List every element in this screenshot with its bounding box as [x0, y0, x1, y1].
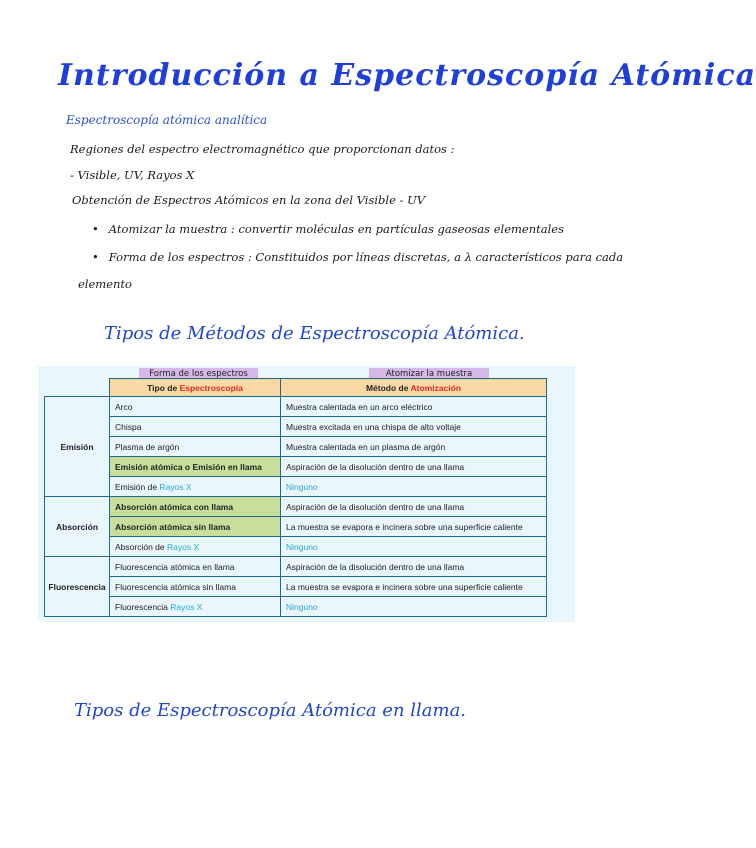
note-bullet-text: Atomizar la muestra : convertir moléculas en partículas gaseosas elementales	[108, 222, 564, 236]
group-label: Fluorescencia	[45, 557, 110, 617]
table-cell: Chispa	[110, 417, 281, 437]
table-tag-spectra: Forma de los espectros	[139, 368, 258, 381]
table-row	[45, 597, 547, 617]
page-title: Introducción a Espectroscopía Atómica	[58, 58, 756, 93]
methods-table-figure	[38, 366, 575, 622]
table-cell: Ninguno	[281, 537, 547, 557]
note-line: elemento	[78, 277, 132, 291]
page-subtitle: Espectroscopía atómica analítica	[66, 113, 268, 127]
table-cell: La muestra se evapora e incinera sobre una superficie caliente	[281, 577, 547, 597]
bullet-dot-icon: •	[92, 222, 99, 236]
table-row	[45, 397, 547, 417]
table-header-row	[45, 379, 547, 397]
table-cell: Absorción atómica sin llama	[110, 517, 281, 537]
table-cell: Absorción atómica con llama	[110, 497, 281, 517]
group-label: Emisión	[45, 397, 110, 497]
table-row	[45, 457, 547, 477]
table-cell: La muestra se evapora e incinera sobre una superficie caliente	[281, 517, 547, 537]
section-heading: Tipos de Espectroscopía Atómica en llama.	[74, 700, 467, 721]
note-bullet	[92, 222, 564, 236]
note-line: - Visible, UV, Rayos X	[70, 168, 195, 182]
table-cell: Emisión de Rayos X	[110, 477, 281, 497]
section-heading: Tipos de Métodos de Espectroscopía Atómica.	[104, 323, 525, 344]
note-line: Regiones del espectro electromagnético que proporcionan datos :	[70, 142, 455, 156]
table-cell: Ninguno	[281, 477, 547, 497]
table-cell: Ninguno	[281, 597, 547, 617]
table-tag-atomize: Atomizar la muestra	[369, 368, 489, 381]
table-cell: Emisión atómica o Emisión en llama	[110, 457, 281, 477]
table-cell: Aspiración de la disolución dentro de una llama	[281, 557, 547, 577]
table-row	[45, 417, 547, 437]
methods-table	[44, 378, 547, 617]
table-cell: Muestra excitada en una chispa de alto voltaje	[281, 417, 547, 437]
note-line: Obtención de Espectros Atómicos en la zona del Visible - UV	[72, 193, 426, 207]
table-row	[45, 477, 547, 497]
table-cell: Arco	[110, 397, 281, 417]
table-row	[45, 557, 547, 577]
bullet-dot-icon: •	[92, 250, 99, 264]
table-cell: Aspiración de la disolución dentro de una llama	[281, 497, 547, 517]
column-header: Método de Atomización	[281, 379, 547, 397]
table-cell: Plasma de argón	[110, 437, 281, 457]
note-bullet	[92, 250, 623, 264]
table-cell: Aspiración de la disolución dentro de una llama	[281, 457, 547, 477]
table-row	[45, 537, 547, 557]
table-cell: Muestra calentada en un arco eléctrico	[281, 397, 547, 417]
table-cell: Absorción de Rayos X	[110, 537, 281, 557]
table-cell: Muestra calentada en un plasma de argón	[281, 437, 547, 457]
note-bullet-text: Forma de los espectros : Constituidos por líneas discretas, a λ característicos para cada	[108, 250, 624, 264]
table-row	[45, 517, 547, 537]
table-row	[45, 437, 547, 457]
table-row	[45, 497, 547, 517]
group-label: Absorción	[45, 497, 110, 557]
table-cell: Fluorescencia atómica sin llama	[110, 577, 281, 597]
table-cell: Fluorescencia atómica en llama	[110, 557, 281, 577]
table-row	[45, 577, 547, 597]
table-cell: Fluorescencia Rayos X	[110, 597, 281, 617]
column-header: Tipo de Espectroscopía	[110, 379, 281, 397]
